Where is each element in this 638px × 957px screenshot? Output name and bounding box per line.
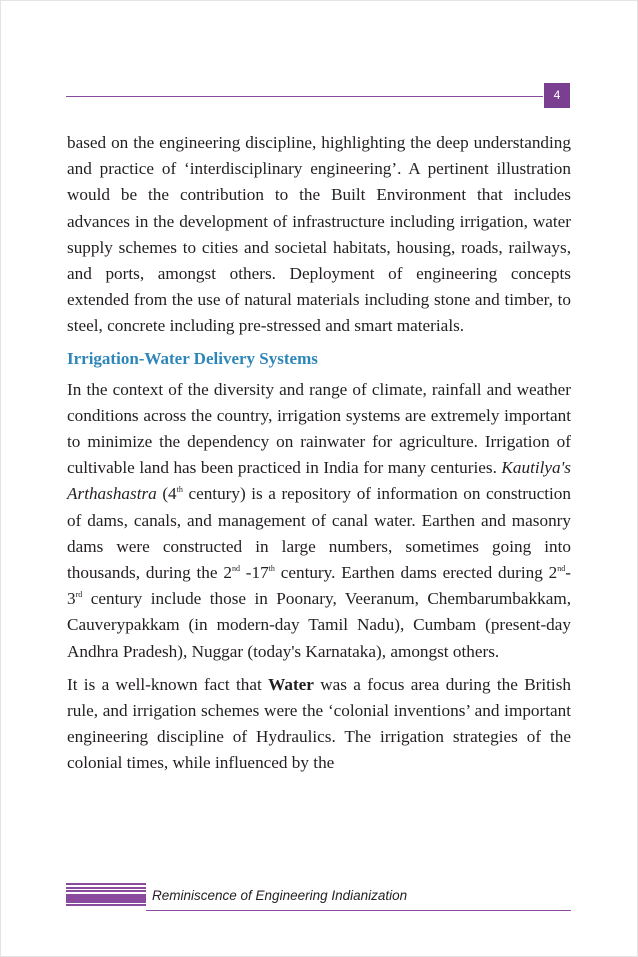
bold-term: Water (268, 674, 314, 694)
footer-book-title: Reminiscence of Engineering Indianization (152, 888, 408, 903)
text-run: century include those in Poonary, Veeranum, Chembarumbakkam, Cauverypakkam (in modern-day Tamil Nadu), Cumbam (present-day Andhra Pradesh), Nuggar (today's Karnataka), amongst others. (67, 589, 571, 661)
text-run: It is a well-known fact that (67, 674, 269, 694)
ordinal-superscript: th (176, 485, 183, 495)
text-run: century. Earthen dams erected during 2 (274, 563, 558, 583)
footer-bar (66, 887, 146, 889)
section-heading: Irrigation-Water Delivery Systems (67, 348, 318, 368)
footer-rule (146, 910, 571, 911)
paragraph-intro: based on the engineering discipline, highlighting the deep understanding and practice of ‘interdisciplinary engineering’. A pertinent illustration would be the contribution to the Built Environment that includes advances in the development of infrastructure including irrigation, water supply schemes to cities and societal habitats, housing, roads, railways, and ports, amongst others. Deployment of engineering concepts extended from the use of natural materials including stone and timber, to steel, concrete including pre-stressed and smart materials. (67, 133, 571, 336)
paragraph-colonial-water (67, 672, 571, 777)
text-run: (4 (156, 484, 177, 504)
ordinal-superscript: nd (231, 564, 240, 574)
text-run: century) is a repository of information on construction of dams, canals, and management of canal water. Earthen and masonry dams were constructed in large numbers, sometimes going into thousands, during the 2 (67, 484, 571, 583)
text-run: - 3 (67, 563, 572, 609)
footer-decorative-bars (66, 883, 146, 909)
book-title-emphasis: Kautilya's Arthashastra (67, 458, 571, 504)
footer-bar (66, 883, 146, 885)
header-rule (66, 96, 543, 97)
paragraph-irrigation-history (67, 377, 571, 665)
footer-bar (66, 894, 146, 903)
ordinal-superscript: rd (75, 590, 83, 600)
body-text (67, 130, 571, 777)
footer-bar (66, 890, 146, 892)
text-run: In the context of the diversity and range of climate, rainfall and weather conditions across the country, irrigation systems are extremely important to minimize the dependency on rainwater for agriculture. Irrigation of cultivable land has been practiced in India for many centuries. (67, 379, 571, 478)
ordinal-superscript: nd (557, 564, 566, 574)
footer-bar (66, 904, 146, 906)
page-number-badge: 4 (544, 83, 570, 108)
ordinal-superscript: th (268, 564, 275, 574)
text-run: -17 (239, 563, 269, 583)
text-run: was a focus area during the British rule, and irrigation schemes were the ‘colonial inventions’ and important engineering discipline of Hydraulics. The irrigation strategies of the colonial times, while influenced by the (67, 674, 571, 773)
